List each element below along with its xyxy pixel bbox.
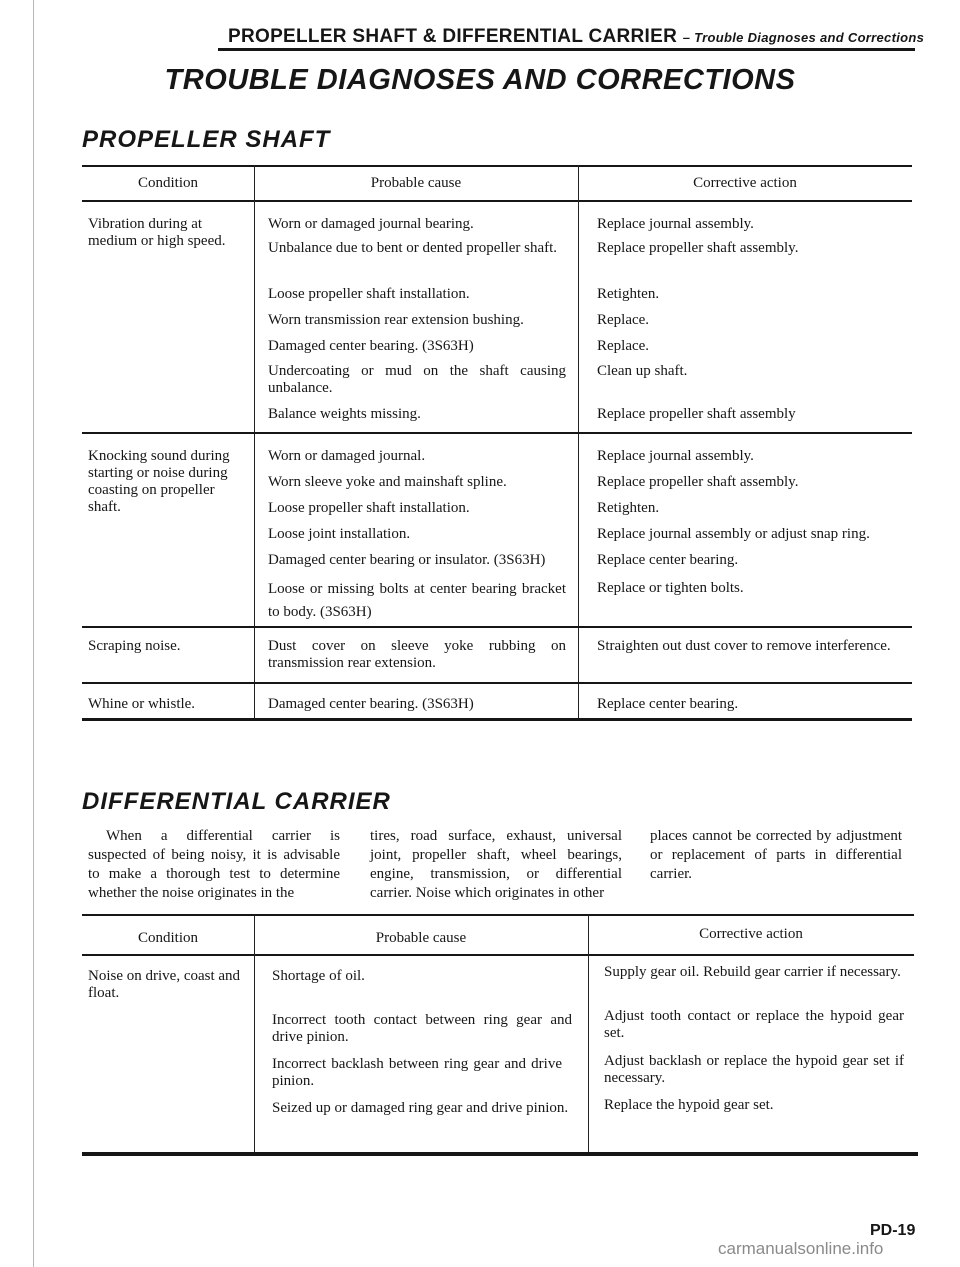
table1-action: Replace journal assembly or adjust snap ring. xyxy=(597,526,870,542)
table2-action: Supply gear oil. Rebuild gear carrier if necessary. xyxy=(604,964,901,980)
table1-cause: Unbalance due to bent or dented propeller shaft. xyxy=(268,240,558,256)
table2-header-cause: Probable cause xyxy=(375,930,467,946)
table1-action: Replace. xyxy=(597,312,650,328)
table1-cause: Worn sleeve yoke and mainshaft spline. xyxy=(268,474,507,490)
table1-condition: Knocking sound during starting or noise during coasting on propeller shaft. xyxy=(88,448,230,515)
binding-edge-line xyxy=(33,0,34,1267)
table1-condition: Vibration during at medium or high speed. xyxy=(88,216,226,249)
table2-header-action: Corrective action xyxy=(699,926,803,942)
table1-condition: Scraping noise. xyxy=(88,638,181,654)
table1-cause: Loose or missing bolts at center bearing bracket to body. (3S63H) xyxy=(268,581,566,620)
table2-column-divider xyxy=(588,914,589,1154)
running-header-subtitle: – Trouble Diagnoses and Corrections xyxy=(682,30,925,45)
table1-cause: Balance weights missing. xyxy=(268,406,421,422)
table1-group-rule xyxy=(82,626,912,628)
table1-cause: Dust cover on sleeve yoke rubbing on transmission rear extension. xyxy=(268,638,566,671)
table1-cause: Loose propeller shaft installation. xyxy=(268,286,470,302)
table1-cause: Damaged center bearing or insulator. (3S63H) xyxy=(268,552,546,568)
intro-paragraph-col3: places cannot be corrected by adjustment or replacement of parts in differential carrier. xyxy=(650,828,902,882)
intro-paragraph-col1: When a differential carrier is suspected of being noisy, it is advisable to make a thorough test to determine whether the noise originates in the xyxy=(88,828,340,901)
table1-action: Replace propeller shaft assembly. xyxy=(597,240,799,256)
header-rule xyxy=(218,48,915,51)
table1-action: Replace center bearing. xyxy=(597,552,739,568)
table2-top-rule xyxy=(82,914,914,916)
table1-bottom-rule xyxy=(82,718,912,721)
table1-action: Replace propeller shaft assembly xyxy=(597,406,796,422)
page-number: PD-19 xyxy=(870,1222,916,1239)
table1-cause: Undercoating or mud on the shaft causing unbalance. xyxy=(268,363,566,396)
table1-action: Replace. xyxy=(597,338,650,354)
table1-action: Replace propeller shaft assembly. xyxy=(597,474,799,490)
table1-action: Replace or tighten bolts. xyxy=(597,580,744,596)
table2-action: Adjust tooth contact or replace the hypoid gear set. xyxy=(604,1008,904,1041)
table2-bottom-rule xyxy=(82,1152,918,1156)
section-title-propeller-shaft: PROPELLER SHAFT xyxy=(82,126,331,153)
table1-column-divider xyxy=(578,165,579,720)
table1-header-cause: Probable cause xyxy=(370,175,462,191)
running-header-title: PROPELLER SHAFT & DIFFERENTIAL CARRIER xyxy=(228,26,678,47)
table1-header-rule xyxy=(82,200,912,202)
table1-action: Retighten. xyxy=(597,500,660,516)
table1-cause: Worn or damaged journal bearing. xyxy=(268,216,474,232)
table1-cause: Damaged center bearing. (3S63H) xyxy=(268,696,474,712)
table2-cause: Incorrect tooth contact between ring gear and drive pinion. xyxy=(272,1012,572,1045)
section-title-differential-carrier: DIFFERENTIAL CARRIER xyxy=(82,788,391,815)
table1-action: Straighten out dust cover to remove interference. xyxy=(597,638,891,654)
table2-cause: Shortage of oil. xyxy=(272,968,365,984)
table1-cause: Worn or damaged journal. xyxy=(268,448,426,464)
watermark: carmanualsonline.info xyxy=(718,1239,884,1258)
table1-action: Clean up shaft. xyxy=(597,363,688,379)
table2-condition: Noise on drive, coast and float. xyxy=(88,968,241,1001)
table1-header-action: Corrective action xyxy=(693,175,797,191)
table1-condition: Whine or whistle. xyxy=(88,696,196,712)
intro-paragraph-col2: tires, road surface, exhaust, universal joint, propeller shaft, wheel bearings, engine, transmission, or differential carrier. Noise which originates in other xyxy=(370,828,622,901)
table2-column-divider xyxy=(254,914,255,1154)
table1-action: Retighten. xyxy=(597,286,660,302)
table1-group-rule xyxy=(82,432,912,434)
table2-cause: Incorrect backlash between ring gear and drive pinion. xyxy=(272,1056,562,1089)
running-header xyxy=(228,26,924,48)
table1-top-rule xyxy=(82,165,912,167)
table1-cause: Loose joint installation. xyxy=(268,526,411,542)
table1-action: Replace center bearing. xyxy=(597,696,739,712)
table1-header-condition: Condition xyxy=(137,175,198,191)
table2-action: Replace the hypoid gear set. xyxy=(604,1097,774,1113)
table2-cause: Seized up or damaged ring gear and drive pinion. xyxy=(272,1100,569,1116)
table2-header-condition: Condition xyxy=(137,930,198,946)
table1-action: Replace journal assembly. xyxy=(597,448,754,464)
table1-cause: Damaged center bearing. (3S63H) xyxy=(268,338,474,354)
table1-column-divider xyxy=(254,165,255,720)
table1-cause: Loose propeller shaft installation. xyxy=(268,500,470,516)
table1-cause: Worn transmission rear extension bushing. xyxy=(268,312,524,328)
table2-header-rule xyxy=(82,954,914,956)
table1-group-rule xyxy=(82,682,912,684)
table1-action: Replace journal assembly. xyxy=(597,216,754,232)
page-title: TROUBLE DIAGNOSES AND CORRECTIONS xyxy=(164,64,796,96)
table2-action: Adjust backlash or replace the hypoid gear set if necessary. xyxy=(604,1053,904,1086)
